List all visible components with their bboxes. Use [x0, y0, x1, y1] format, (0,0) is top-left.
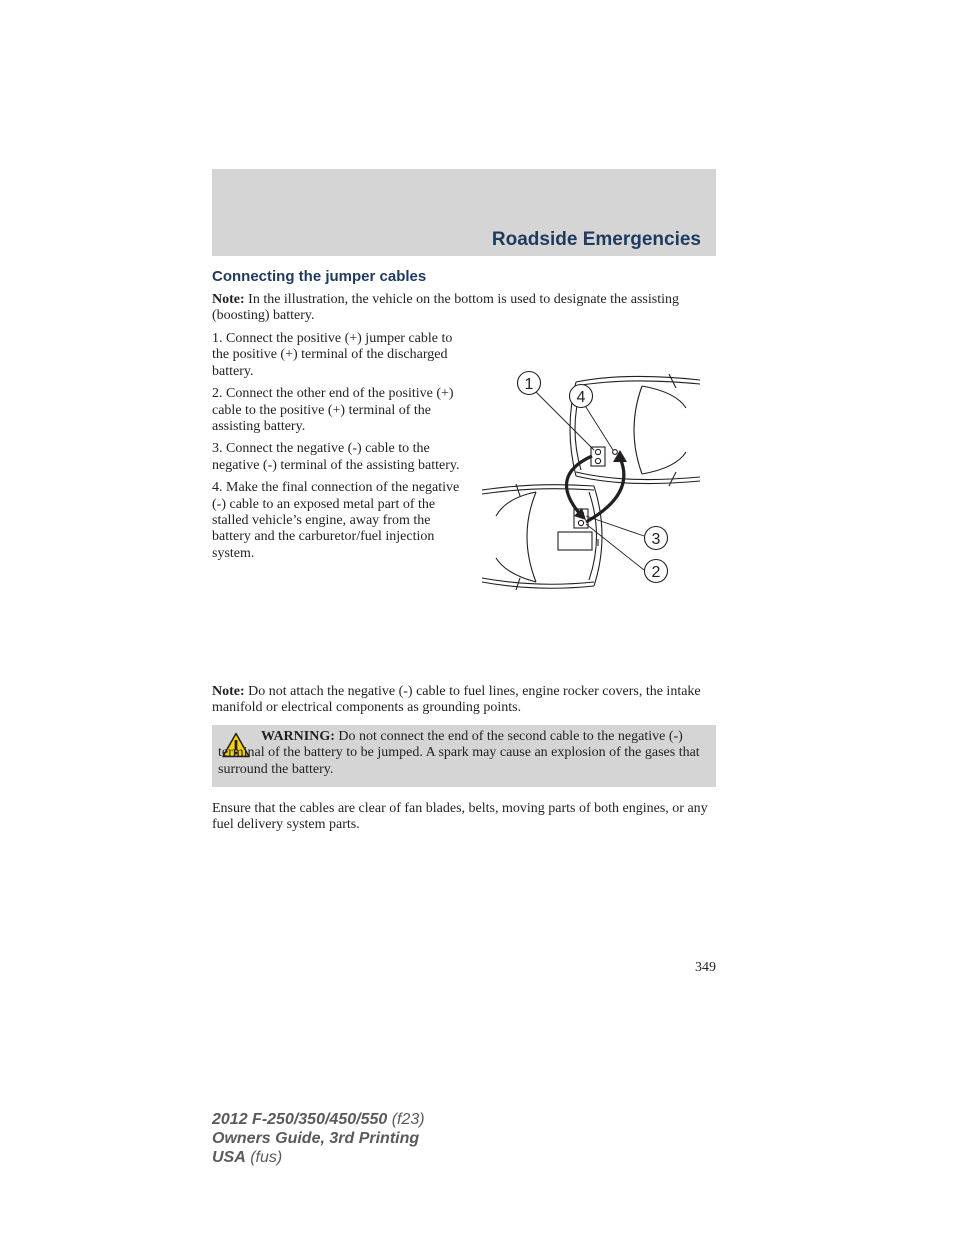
arrow-head-icon	[613, 450, 627, 462]
footer-line-2: Owners Guide, 3rd Printing	[212, 1130, 420, 1147]
step-item: 4. Make the final connection of the negative (-) cable to an exposed metal part of the stalled vehicle’s engine, away from the battery and the carburetor/fuel injection system.	[212, 480, 460, 561]
step-item: 2. Connect the other end of the positive (+) cable to the positive (+) terminal of the assisting battery.	[212, 386, 454, 435]
callout-1	[518, 372, 541, 395]
note-grounding	[212, 684, 716, 717]
callout-3	[645, 527, 668, 550]
note-label: Note:	[212, 292, 245, 307]
footer-imprint	[212, 1110, 425, 1167]
warning-box	[212, 725, 716, 787]
footer-model-code: (f23)	[387, 1111, 425, 1128]
page-number: 349	[695, 960, 716, 975]
note-label: Note:	[212, 684, 245, 699]
callout-leaders	[534, 390, 644, 570]
step-item: 3. Connect the negative (-) cable to the negative (-) terminal of the assisting battery.	[212, 441, 460, 473]
footer-line-1	[212, 1110, 425, 1129]
header-band	[212, 169, 716, 256]
lower-vehicle-outline	[482, 484, 602, 590]
svg-text:3: 3	[651, 531, 661, 548]
jumper-cable-illustration	[476, 364, 706, 604]
footer-market: USA	[212, 1149, 246, 1166]
steps-list	[212, 331, 464, 568]
footer-line-3	[212, 1148, 425, 1167]
warning-label: WARNING:	[261, 729, 335, 744]
callout-2	[645, 560, 668, 583]
svg-text:1: 1	[524, 376, 534, 393]
note-illustration	[212, 292, 716, 325]
warning-body: Do not connect the end of the second cable to the negative (-) terminal of the battery to be jumped. A spark may cause an explosion of the gases that surround the battery.	[218, 729, 700, 777]
svg-text:4: 4	[576, 389, 586, 406]
step-item: 1. Connect the positive (+) jumper cable to the positive (+) terminal of the discharged battery.	[212, 331, 453, 379]
note-text: In the illustration, the vehicle on the bottom is used to designate the assisting (boosting) battery.	[212, 292, 679, 324]
page-section-title: Roadside Emergencies	[491, 229, 701, 250]
footer-market-code: (fus)	[245, 1149, 283, 1166]
cable-clearance-text: Ensure that the cables are clear of fan blades, belts, moving parts of both engines, or any fuel delivery system parts.	[212, 801, 708, 833]
svg-text:2: 2	[651, 564, 661, 581]
note-text: Do not attach the negative (-) cable to fuel lines, engine rocker covers, the intake manifold or electrical components as grounding points.	[212, 684, 701, 716]
section-heading: Connecting the jumper cables	[212, 268, 427, 285]
callout-4	[570, 385, 593, 408]
footer-model: 2012 F-250/350/450/550	[212, 1111, 388, 1128]
warning-text	[218, 729, 704, 778]
